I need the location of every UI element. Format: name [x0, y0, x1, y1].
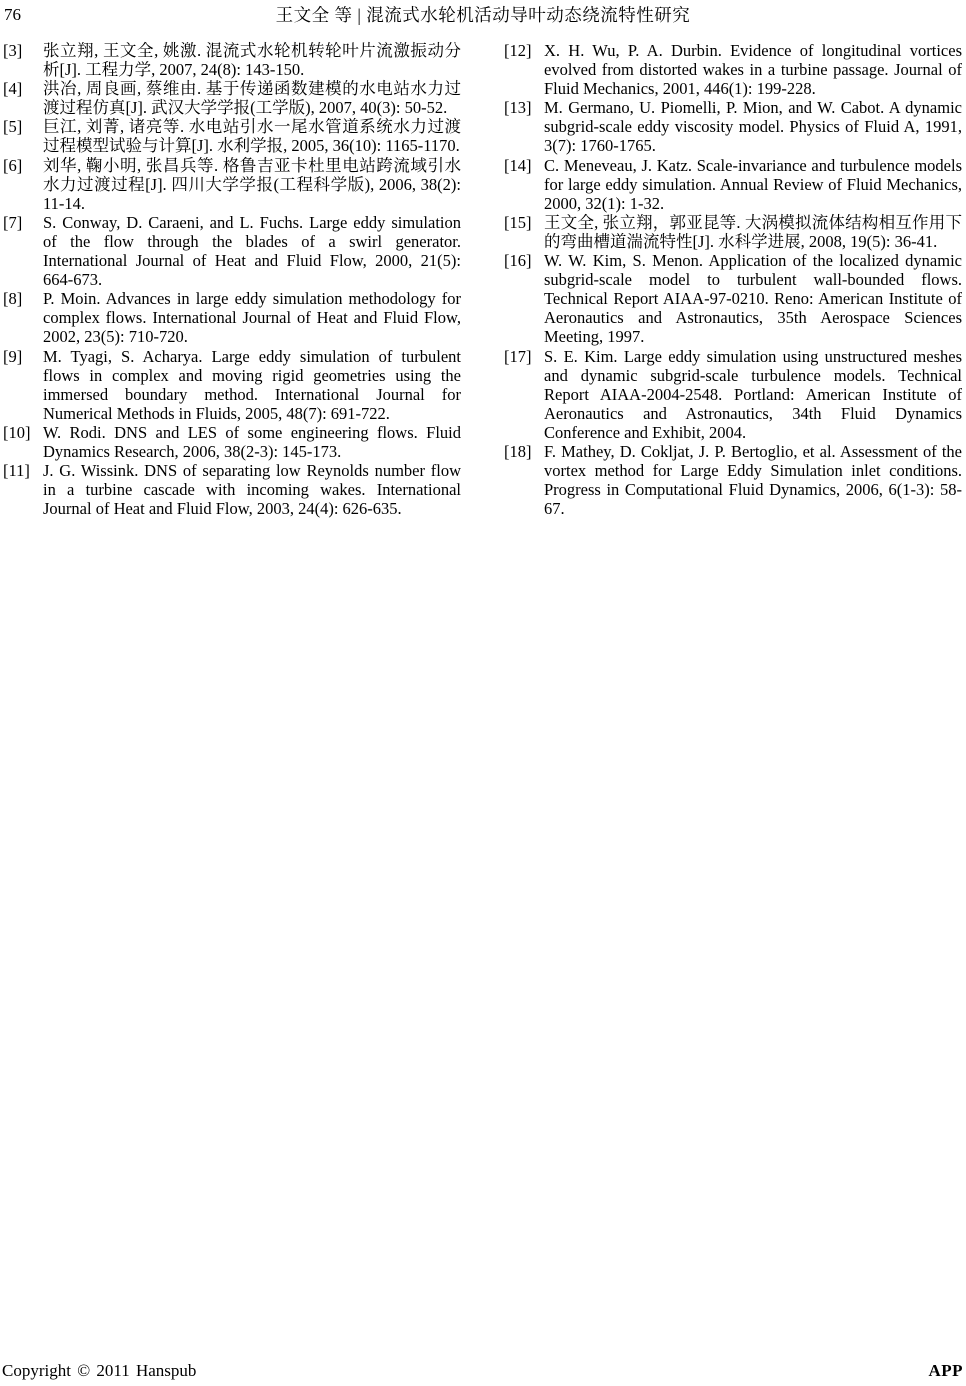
page-footer [2, 1361, 963, 1381]
reference-label: [6] [3, 155, 23, 175]
reference-label: [18] [504, 441, 532, 461]
reference-text: X. H. Wu, P. A. Durbin. Evidence of longitudinal vortices evolved from distorted wakes in a turbine passage. Journal of Fluid Mechanics, 2001, 446(1): 199-228. [544, 41, 962, 99]
reference-text: 刘华, 鞠小明, 张昌兵等. 格鲁吉亚卡杜里电站跨流域引水水力过渡过程[J]. 四川大学学报(工程科学版), 2006, 38(2): 11-14. [43, 155, 461, 213]
reference-label: [10] [3, 422, 31, 442]
references-right-column [504, 41, 962, 518]
reference-label: [12] [504, 41, 532, 60]
reference-item [504, 41, 962, 98]
reference-text: M. Germano, U. Piomelli, P. Mion, and W. Cabot. A dynamic subgrid-scale eddy viscosity model. Physics of Fluid A, 1991, 3(7): 1760-1765. [544, 98, 962, 156]
running-title: 王文全 等 | 混流式水轮机活动导叶动态绕流特性研究 [275, 5, 691, 25]
page-header [0, 4, 966, 30]
reference-label: [16] [504, 251, 532, 271]
reference-label: [17] [504, 346, 532, 366]
reference-text: W. W. Kim, S. Menon. Application of the localized dynamic subgrid-scale model to turbulent wall-bounded flows. Technical Report AIAA-97-0210. Reno: American Institute of Aeronautics and Astronautics, 35th Aerospace Sciences Meeting, 1997. [544, 251, 962, 347]
references-section [3, 41, 963, 518]
reference-text: P. Moin. Advances in large eddy simulation methodology for complex flows. International Journal of Heat and Fluid Flow, 2002, 23(5): 710-720. [43, 289, 461, 347]
reference-item [3, 347, 461, 423]
reference-text: W. Rodi. DNS and LES of some engineering flows. Fluid Dynamics Research, 2006, 38(2-3): 145-173. [43, 422, 461, 461]
reference-text: 巨江, 刘菁, 诸亮等. 水电站引水一尾水管道系统水力过渡过程模型试验与计算[J]. 水利学报, 2005, 36(10): 1165-1170. [43, 117, 461, 156]
references-left-column [3, 41, 461, 518]
journal-code: APP [928, 1361, 963, 1380]
reference-label: [7] [3, 212, 23, 232]
reference-item [3, 41, 461, 79]
page-number: 76 [4, 5, 21, 24]
reference-label: [5] [3, 117, 23, 137]
reference-item [504, 156, 962, 213]
copyright-notice: Copyright © 2011 Hanspub [2, 1361, 197, 1380]
reference-text: C. Meneveau, J. Katz. Scale-invariance and turbulence models for large eddy simulation. Annual Review of Fluid Mechanics, 2000, 32(1): 1-32. [544, 155, 962, 213]
reference-item [3, 156, 461, 213]
reference-label: [3] [3, 41, 23, 60]
reference-label: [13] [504, 98, 532, 118]
reference-text: 洪冶, 周良画, 蔡维由. 基于传递函数建模的水电站水力过渡过程仿真[J]. 武汉大学学报(工学版), 2007, 40(3): 50-52. [43, 79, 461, 118]
reference-text: M. Tyagi, S. Acharya. Large eddy simulation of turbulent flows in complex and moving rigid geometries using the immersed boundary method. International Journal for Numerical Methods in Fluids, 2005, 48(7): 691-722. [43, 346, 461, 423]
reference-label: [4] [3, 79, 23, 99]
reference-item [504, 442, 962, 518]
reference-item [3, 213, 461, 289]
reference-item [3, 461, 461, 518]
reference-item [3, 289, 461, 346]
reference-item [504, 347, 962, 442]
reference-text: S. Conway, D. Caraeni, and L. Fuchs. Large eddy simulation of the flow through the blades of a swirl generator. International Journal of Heat and Fluid Flow, 2000, 21(5): 664-673. [43, 212, 461, 290]
reference-label: [11] [3, 461, 30, 481]
reference-text: 张立翔, 王文全, 姚激. 混流式水轮机转轮叶片流激振动分析[J]. 工程力学, 2007, 24(8): 143-150. [43, 41, 461, 80]
reference-item [504, 251, 962, 346]
reference-label: [9] [3, 346, 23, 366]
reference-item [504, 213, 962, 251]
reference-text: S. E. Kim. Large eddy simulation using unstructured meshes and dynamic subgrid-scale turbulence models. Technical Report AIAA-2004-2548. Portland: American Institute of Aeronautics and Astronautics, 34th Fluid Dynamics Conference and Exhibit, 2004. [544, 346, 962, 442]
reference-text: 王文全, 张立翔，郭亚昆等. 大涡模拟流体结构相互作用下的弯曲槽道湍流特性[J]. 水科学进展, 2008, 19(5): 36-41. [544, 212, 962, 251]
reference-item [504, 98, 962, 155]
reference-item [3, 79, 461, 117]
reference-text: F. Mathey, D. Cokljat, J. P. Bertoglio, et al. Assessment of the vortex method for Large Eddy Simulation inlet conditions. Progress in Computational Fluid Dynamics, 2006, 6(1-3): 58-67. [544, 441, 962, 519]
reference-item [3, 117, 461, 155]
reference-label: [15] [504, 212, 532, 232]
reference-item [3, 423, 461, 461]
reference-text: J. G. Wissink. DNS of separating low Reynolds number flow in a turbine cascade with incoming wakes. International Journal of Heat and Fluid Flow, 2003, 24(4): 626-635. [43, 461, 461, 519]
reference-label: [14] [504, 155, 532, 175]
reference-label: [8] [3, 289, 23, 309]
